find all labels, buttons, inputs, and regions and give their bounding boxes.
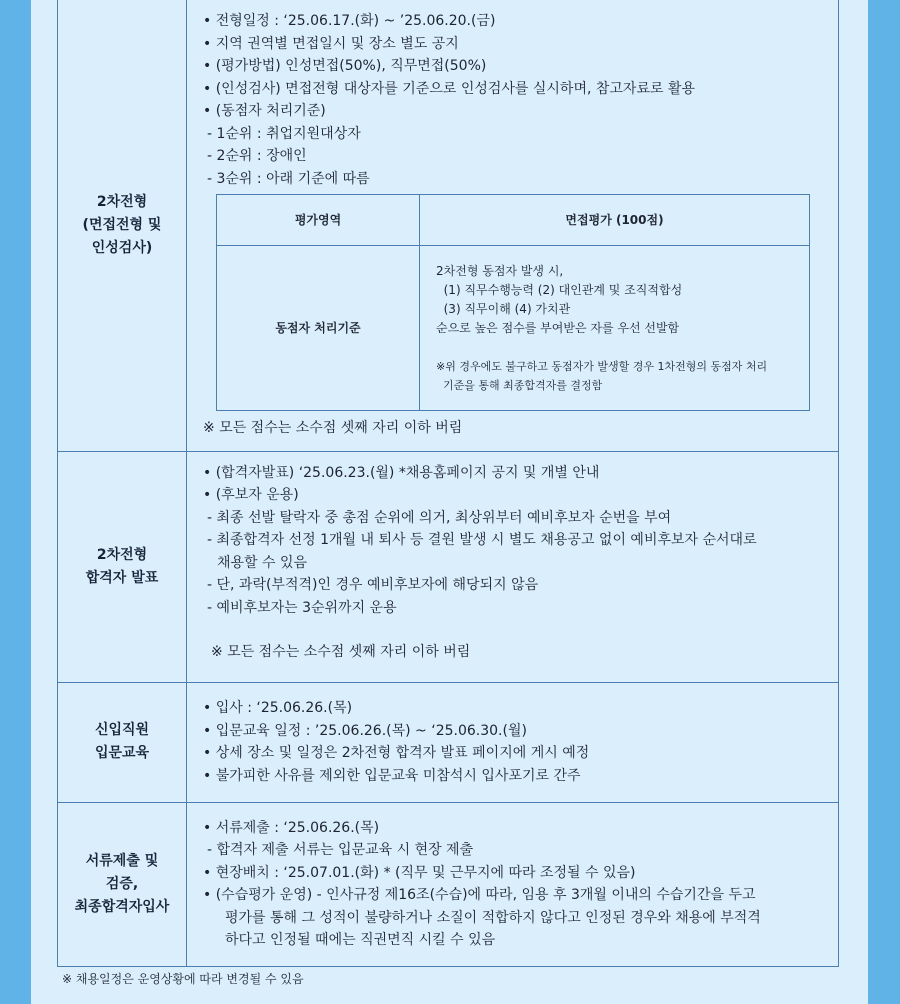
tiebreak-header-area: 평가영역	[217, 195, 420, 246]
schedule-footnote: ※ 채용일정은 운영상황에 따라 변경될 수 있음	[62, 972, 304, 986]
bullet-line: • (후보자 운용)	[203, 487, 299, 503]
bullet-line: • 상세 장소 및 일정은 2차전형 합격자 발표 페이지에 게시 예정	[203, 745, 590, 761]
table-row	[58, 682, 839, 802]
sub-line: - 최종합격자 선정 1개월 내 퇴사 등 결원 발생 시 별도 채용공고 없이 예비후보자 순서대로	[207, 532, 757, 548]
tiebreak-body-row	[217, 246, 810, 411]
tiebreak-header-score: 면접평가 (100점)	[420, 195, 810, 246]
table-row	[58, 451, 839, 682]
sub-line: 채용할 수 있음	[217, 554, 308, 571]
row-content	[187, 0, 839, 451]
row-label-text: 2차전형 (면접전형 및 인성검사)	[82, 193, 162, 256]
row-label-text: 신입직원 입문교육	[94, 722, 150, 761]
tiebreak-line: (1) 직무수행능력 (2) 대인관계 및 조직적합성	[436, 282, 683, 297]
tiebreak-line: 2차전형 동점자 발생 시,	[436, 263, 564, 278]
schedule-table	[57, 0, 839, 967]
spacer	[203, 619, 838, 641]
table-row	[58, 0, 839, 451]
sub-line: - 예비후보자는 3순위까지 운용	[207, 599, 397, 616]
bullet-line: • (인성검사) 면접전형 대상자를 기준으로 인성검사를 실시하며, 참고자료로 활용	[203, 80, 695, 97]
tiebreak-table	[216, 194, 810, 411]
tiebreak-line: (3) 직무이해 (4) 가치관	[436, 301, 571, 316]
bullet-line: • 지역 권역별 면접일시 및 장소 별도 공지	[203, 35, 459, 52]
row-label	[58, 682, 187, 802]
bullet-line: • 서류제출 : ‘25.06.26.(목)	[203, 819, 380, 836]
tiebreak-body-content	[420, 246, 810, 411]
sub-line: - 단, 과락(부적격)인 경우 예비후보자에 해당되지 않음	[207, 577, 539, 593]
bullet-line: • (동점자 처리기준)	[203, 103, 326, 119]
sub-line: - 2순위 : 장애인	[207, 148, 307, 164]
row-label	[58, 802, 187, 966]
bullet-line: • 전형일정 : ‘25.06.17.(화) ~ ’25.06.20.(금)	[203, 13, 496, 29]
tiebreak-header-row	[217, 195, 810, 246]
row-content	[187, 682, 839, 802]
bullet-line: • (수습평가 운영) - 인사규정 제16조(수습)에 따라, 임용 후 3개월 이내의 수습기간을 두고	[203, 887, 756, 903]
bullet-line: • (합격자발표) ‘25.06.23.(월) *채용홈페이지 공지 및 개별 안내	[203, 464, 600, 481]
sub-line: - 1순위 : 취업지원대상자	[207, 125, 361, 142]
tiebreak-body-label: 동점자 처리기준	[217, 246, 420, 411]
score-note: ※ 모든 점수는 소수점 셋째 자리 이하 버림	[203, 420, 463, 436]
bullet-line: • 현장배치 : ‘25.07.01.(화) * (직무 및 근무지에 따라 조정될 수 있음)	[203, 864, 636, 881]
sub-line: - 합격자 제출 서류는 입문교육 시 현장 제출	[207, 842, 474, 858]
bullet-line: • 입사 : ‘25.06.26.(목)	[203, 700, 353, 716]
row-content	[187, 451, 839, 682]
tiebreak-line: 기준을 통해 최종합격자를 결정함	[436, 378, 603, 392]
bullet-line: • (평가방법) 인성면접(50%), 직무면접(50%)	[203, 58, 487, 74]
bullet-line: • 불가피한 사유를 제외한 입문교육 미참석시 입사포기로 간주	[203, 767, 581, 784]
row-label-text: 서류제출 및 검증, 최종합격자입사	[74, 852, 170, 915]
sub-line: - 최종 선발 탈락자 중 총점 순위에 의거, 최상위부터 예비후보자 순번을 부여	[207, 509, 672, 526]
row-label	[58, 451, 187, 682]
sub-line: - 3순위 : 아래 기준에 따름	[207, 170, 370, 187]
row-content	[187, 802, 839, 966]
tiebreak-line	[436, 338, 799, 357]
sub-line: 평가를 통해 그 성적이 불량하거나 소질이 적합하지 않다고 인정된 경우와 채용에 부적격	[225, 909, 761, 926]
tiebreak-line: 순으로 높은 점수를 부여받은 자를 우선 선발함	[436, 320, 680, 335]
row-label-text: 2차전형 합격자 발표	[85, 546, 159, 586]
bullet-line: • 입문교육 일정 : ’25.06.26.(목) ~ ‘25.06.30.(월)	[203, 722, 527, 739]
row-label	[58, 0, 187, 451]
table-row	[58, 802, 839, 966]
sub-line: 하다고 인정될 때에는 직권면직 시킬 수 있음	[225, 932, 496, 948]
tiebreak-line: ※위 경우에도 불구하고 동점자가 발생할 경우 1차전형의 동점자 처리	[436, 359, 768, 373]
score-note: ※ 모든 점수는 소수점 셋째 자리 이하 버림	[211, 644, 471, 660]
